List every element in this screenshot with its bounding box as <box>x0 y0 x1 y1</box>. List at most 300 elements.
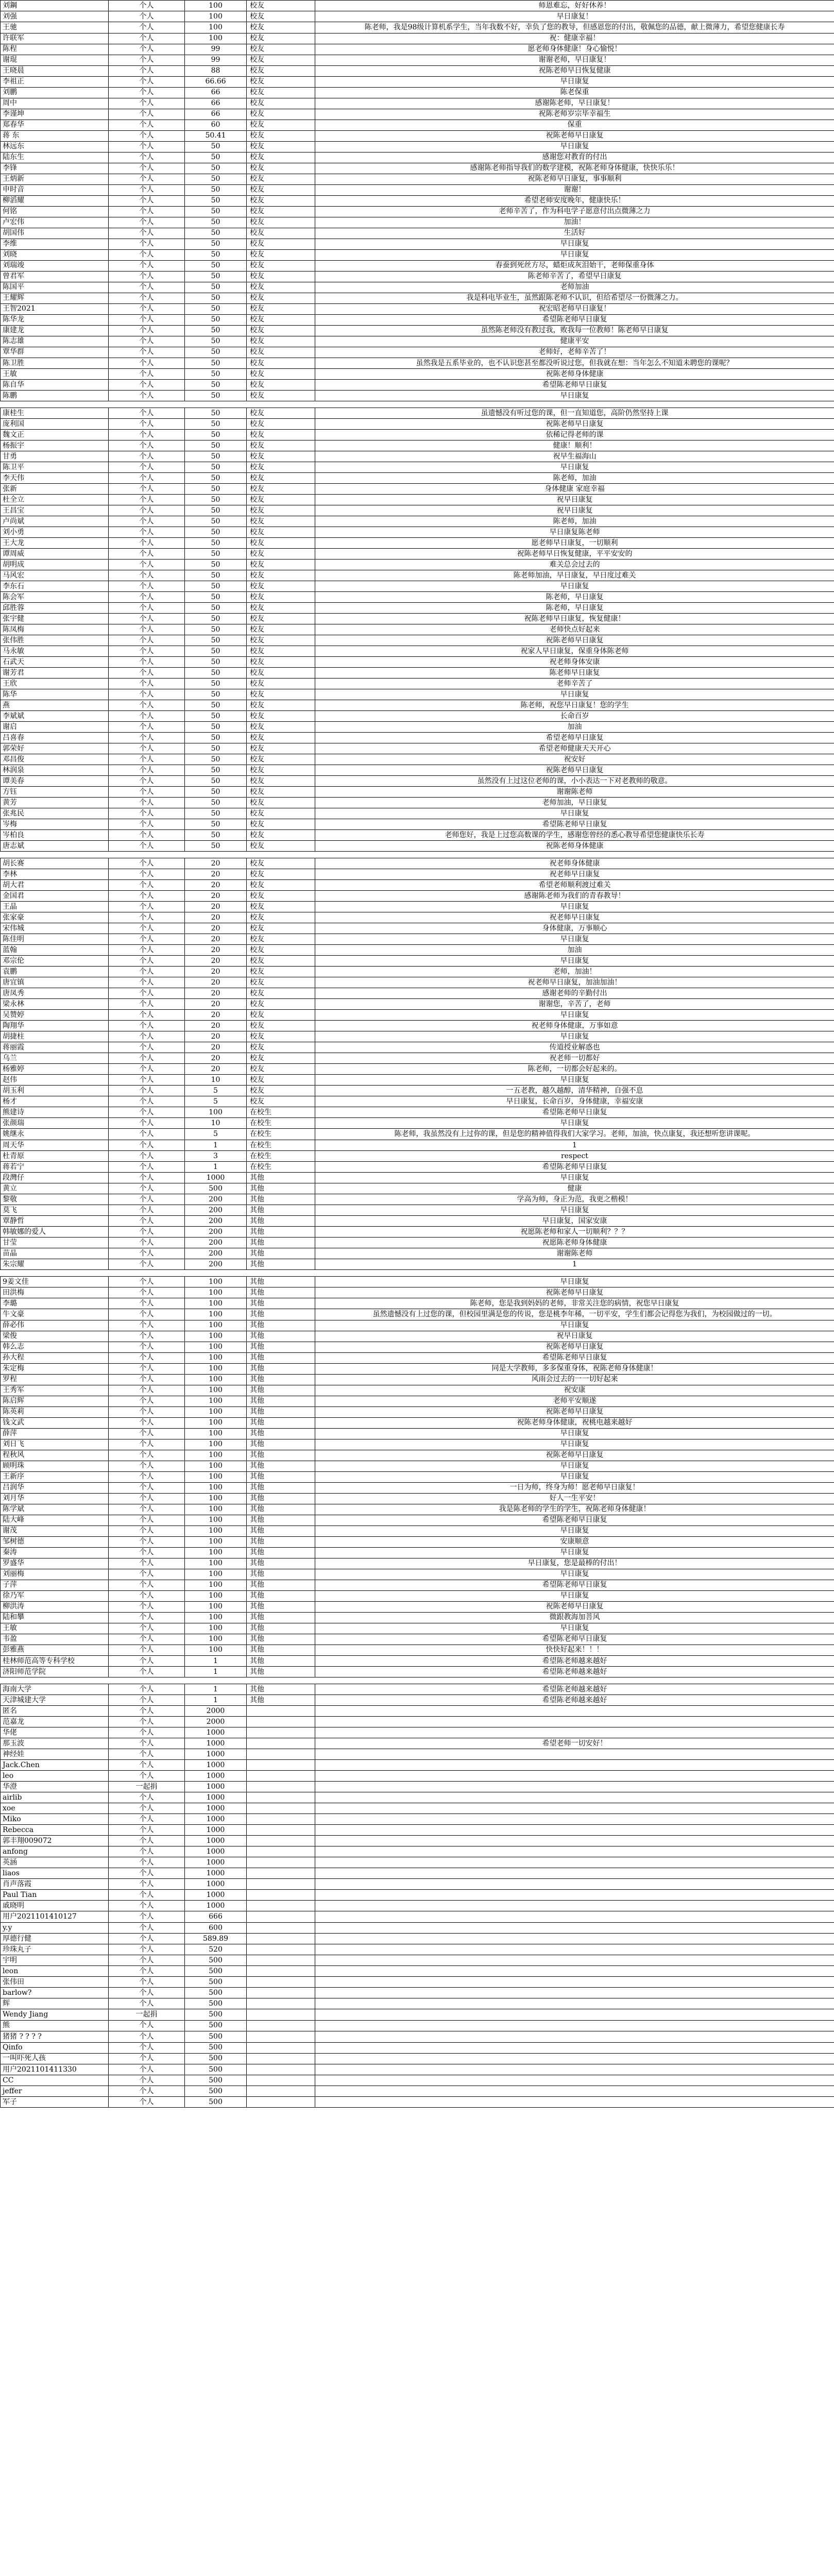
donor-name-cell: Wendy Jiang <box>1 2009 109 2021</box>
table-row <box>1 163 834 174</box>
donor-name-cell: 李祖正 <box>1 76 109 87</box>
category-cell: 校友 <box>247 646 315 657</box>
message-cell <box>315 1857 834 1868</box>
table-row <box>1 1428 834 1439</box>
message-cell <box>315 2086 834 2097</box>
donor-name-cell: 金国君 <box>1 891 109 902</box>
donor-type-cell: 个人 <box>109 22 185 33</box>
category-cell: 其他 <box>247 1417 315 1428</box>
message-cell: 祝：健康幸福！ <box>315 33 834 44</box>
donor-name-cell: barlow? <box>1 1988 109 1998</box>
message-cell: 陈老师，祝您早日康复！您的学生 <box>315 700 834 711</box>
category-cell: 校友 <box>247 858 315 869</box>
donor-type-cell: 个人 <box>109 1558 185 1569</box>
table-row <box>1 711 834 722</box>
ledger-section <box>0 1684 834 2108</box>
category-cell: 其他 <box>247 1634 315 1645</box>
amount-cell: 50 <box>185 271 247 282</box>
amount-cell: 20 <box>185 1031 247 1042</box>
amount-cell: 500 <box>185 2053 247 2064</box>
message-cell <box>315 1934 834 1944</box>
table-row <box>1 1227 834 1238</box>
donor-name-cell: 覃静哲 <box>1 1216 109 1227</box>
donor-name-cell: 辉 <box>1 1998 109 2009</box>
category-cell: 校友 <box>247 581 315 592</box>
table-row <box>1 2053 834 2064</box>
amount-cell: 50 <box>185 141 247 152</box>
donor-name-cell: 厚德行健 <box>1 1934 109 1944</box>
category-cell: 校友 <box>247 988 315 999</box>
donor-name-cell: 林远东 <box>1 141 109 152</box>
donor-name-cell: 郑春华 <box>1 120 109 130</box>
donor-name-cell: 陈卫胜 <box>1 358 109 369</box>
donor-type-cell: 个人 <box>109 1988 185 1998</box>
table-row <box>1 1825 834 1836</box>
message-cell: 快快好起来！！！ <box>315 1645 834 1655</box>
amount-cell: 50 <box>185 603 247 614</box>
donor-name-cell: 陈佳明 <box>1 934 109 945</box>
donor-type-cell: 个人 <box>109 2086 185 2097</box>
message-cell: 希望陈老师越来越好 <box>315 1695 834 1706</box>
donor-type-cell: 个人 <box>109 808 185 819</box>
table-row <box>1 1194 834 1205</box>
amount-cell: 50 <box>185 495 247 505</box>
donor-type-cell: 个人 <box>109 87 185 98</box>
donor-name-cell: 刘丽梅 <box>1 1569 109 1580</box>
category-cell: 其他 <box>247 1277 315 1287</box>
message-cell: 早日康复 <box>315 1471 834 1482</box>
table-row <box>1 1406 834 1417</box>
amount-cell: 500 <box>185 1998 247 2009</box>
table-row <box>1 473 834 484</box>
amount-cell: 2000 <box>185 1706 247 1717</box>
donor-name-cell: 张颜瑞 <box>1 1118 109 1129</box>
amount-cell: 500 <box>185 1966 247 1977</box>
category-cell: 校友 <box>247 109 315 120</box>
donor-type-cell: 个人 <box>109 1846 185 1857</box>
donor-name-cell: 陈启辉 <box>1 1396 109 1406</box>
category-cell <box>247 1977 315 1988</box>
donor-type-cell: 个人 <box>109 1385 185 1396</box>
category-cell: 校友 <box>247 55 315 65</box>
donor-type-cell: 个人 <box>109 282 185 293</box>
amount-cell: 50 <box>185 711 247 722</box>
category-cell: 其他 <box>247 1536 315 1547</box>
amount-cell: 100 <box>185 1107 247 1118</box>
category-cell: 校友 <box>247 722 315 733</box>
table-row <box>1 408 834 419</box>
amount-cell: 10 <box>185 1075 247 1086</box>
donor-type-cell: 个人 <box>109 1173 185 1183</box>
amount-cell: 500 <box>185 1183 247 1194</box>
category-cell: 校友 <box>247 679 315 689</box>
table-row <box>1 484 834 495</box>
message-cell: 早日康复 <box>315 1277 834 1287</box>
category-cell: 其他 <box>247 1352 315 1363</box>
category-cell: 校友 <box>247 538 315 549</box>
message-cell <box>315 1868 834 1879</box>
amount-cell: 50 <box>185 527 247 538</box>
amount-cell: 50 <box>185 798 247 808</box>
donor-type-cell: 个人 <box>109 902 185 912</box>
table-row <box>1 1890 834 1901</box>
message-cell: respect <box>315 1151 834 1162</box>
donor-type-cell: 个人 <box>109 98 185 109</box>
table-row <box>1 1320 834 1331</box>
donor-type-cell: 个人 <box>109 2042 185 2053</box>
message-cell: 祝陈老师早日恢复健康，平平安安的 <box>315 549 834 560</box>
amount-cell: 2000 <box>185 1717 247 1727</box>
donor-type-cell: 个人 <box>109 700 185 711</box>
donor-type-cell: 个人 <box>109 325 185 336</box>
message-cell: 虽然没有上过这位老师的课，小小表达一下对老教师的敬意。 <box>315 776 834 787</box>
donor-type-cell: 个人 <box>109 527 185 538</box>
donor-type-cell: 个人 <box>109 1493 185 1504</box>
category-cell <box>247 1771 315 1782</box>
donor-type-cell: 个人 <box>109 1890 185 1901</box>
donor-type-cell: 个人 <box>109 880 185 891</box>
message-cell: 谢谢陈老师 <box>315 1248 834 1259</box>
message-cell: 祝陈老师早日康复 <box>315 1450 834 1461</box>
table-row <box>1 249 834 260</box>
donor-name-cell: 梁俊 <box>1 1331 109 1342</box>
donor-type-cell: 个人 <box>109 1868 185 1879</box>
message-cell: 谢谢！ <box>315 184 834 195</box>
amount-cell: 500 <box>185 2031 247 2042</box>
donor-name-cell: 王敏 <box>1 1623 109 1634</box>
message-cell <box>315 1846 834 1857</box>
category-cell: 其他 <box>247 1331 315 1342</box>
message-cell: 祝陈老师早日康复 <box>315 419 834 430</box>
category-cell: 校友 <box>247 484 315 495</box>
message-cell: 微跟教海加菩风 <box>315 1612 834 1623</box>
category-cell: 校友 <box>247 999 315 1010</box>
donor-type-cell: 个人 <box>109 1151 185 1162</box>
category-cell: 校友 <box>247 1031 315 1042</box>
donor-name-cell: 顾明珠 <box>1 1461 109 1471</box>
table-row <box>1 1342 834 1352</box>
donor-type-cell: 个人 <box>109 646 185 657</box>
amount-cell: 200 <box>185 1194 247 1205</box>
donor-type-cell: 个人 <box>109 2064 185 2075</box>
table-row <box>1 902 834 912</box>
table-row <box>1 195 834 206</box>
amount-cell: 5 <box>185 1096 247 1107</box>
donor-type-cell: 个人 <box>109 891 185 902</box>
donor-name-cell: 蒋丽霞 <box>1 1042 109 1053</box>
donor-name-cell: 宇明 <box>1 1955 109 1966</box>
message-cell: 老师，加油！ <box>315 967 834 977</box>
table-row <box>1 1623 834 1634</box>
table-row <box>1 754 834 765</box>
category-cell: 其他 <box>247 1406 315 1417</box>
table-row <box>1 1298 834 1309</box>
table-row <box>1 1107 834 1118</box>
donation-table <box>0 1684 834 2108</box>
message-cell: 希望陈老师越来越好 <box>315 1667 834 1677</box>
category-cell: 校友 <box>247 282 315 293</box>
amount-cell: 1 <box>185 1684 247 1695</box>
amount-cell: 100 <box>185 1504 247 1515</box>
message-cell: 早日康复 <box>315 1173 834 1183</box>
table-row <box>1 1352 834 1363</box>
category-cell: 校友 <box>247 733 315 743</box>
amount-cell: 1000 <box>185 1173 247 1183</box>
message-cell: 祝早日康复 <box>315 505 834 516</box>
table-row <box>1 22 834 33</box>
donor-name-cell: 谢芳君 <box>1 668 109 679</box>
table-row <box>1 260 834 271</box>
amount-cell: 1000 <box>185 1792 247 1803</box>
amount-cell: 50 <box>185 152 247 163</box>
donor-name-cell: 陆大峰 <box>1 1515 109 1526</box>
table-row <box>1 1173 834 1183</box>
donor-type-cell: 个人 <box>109 65 185 76</box>
category-cell: 其他 <box>247 1623 315 1634</box>
category-cell: 校友 <box>247 271 315 282</box>
message-cell: 陈老师辛苦了，希望早日康复 <box>315 271 834 282</box>
donor-name-cell: 韩么志 <box>1 1342 109 1352</box>
donor-type-cell: 个人 <box>109 1706 185 1717</box>
table-row <box>1 347 834 358</box>
amount-cell: 60 <box>185 120 247 130</box>
amount-cell: 50 <box>185 430 247 440</box>
donor-name-cell: 赵伟 <box>1 1075 109 1086</box>
amount-cell: 100 <box>185 1287 247 1298</box>
donor-type-cell: 个人 <box>109 217 185 228</box>
donor-type-cell: 个人 <box>109 380 185 391</box>
table-row <box>1 1471 834 1482</box>
message-cell: 谢谢老师，早日康复！ <box>315 55 834 65</box>
category-cell: 校友 <box>247 592 315 603</box>
message-cell: 早日康复 <box>315 1623 834 1634</box>
donor-name-cell: 军子 <box>1 2097 109 2108</box>
message-cell: 同是大学教师，多多保重身体，祝陈老师身体健康！ <box>315 1363 834 1374</box>
table-row <box>1 1655 834 1667</box>
category-cell: 校友 <box>247 152 315 163</box>
table-row <box>1 1803 834 1814</box>
amount-cell: 100 <box>185 1601 247 1612</box>
donor-type-cell: 个人 <box>109 1031 185 1042</box>
message-cell: 祝陈老师身体健康，祝桃电越来越好 <box>315 1417 834 1428</box>
donor-name-cell: 王晓晨 <box>1 65 109 76</box>
donor-type-cell: 个人 <box>109 1634 185 1645</box>
table-row <box>1 956 834 967</box>
category-cell: 其他 <box>247 1526 315 1536</box>
message-cell: 1 <box>315 1140 834 1151</box>
category-cell <box>247 1901 315 1911</box>
table-row <box>1 1461 834 1471</box>
donor-name-cell: 王昌宝 <box>1 505 109 516</box>
table-row <box>1 1096 834 1107</box>
message-cell: 老师加油，早日康复 <box>315 798 834 808</box>
donor-name-cell: 郭荣好 <box>1 743 109 754</box>
amount-cell: 50 <box>185 549 247 560</box>
amount-cell: 100 <box>185 1417 247 1428</box>
donor-name-cell: 卢尚斌 <box>1 516 109 527</box>
message-cell: 谢谢陈老师 <box>315 787 834 798</box>
donor-type-cell: 个人 <box>109 1471 185 1482</box>
category-cell: 在校生 <box>247 1118 315 1129</box>
amount-cell: 50 <box>185 570 247 581</box>
message-cell: 陈老师，早日康复 <box>315 592 834 603</box>
message-cell: 早日康复，国家安康 <box>315 1216 834 1227</box>
table-row <box>1 1558 834 1569</box>
category-cell: 校友 <box>247 347 315 358</box>
table-row <box>1 184 834 195</box>
donor-name-cell: 用户2021101410127 <box>1 1911 109 1923</box>
donor-name-cell: 一叫吓死人孩 <box>1 2053 109 2064</box>
amount-cell: 100 <box>185 1645 247 1655</box>
amount-cell: 50 <box>185 195 247 206</box>
category-cell <box>247 1825 315 1836</box>
message-cell: 谢谢您，辛苦了，老师 <box>315 999 834 1010</box>
message-cell: 安康顺意 <box>315 1536 834 1547</box>
donor-name-cell: 陈华龙 <box>1 314 109 325</box>
category-cell: 在校生 <box>247 1140 315 1151</box>
message-cell: 祝愿陈老师和家人一切顺利？？？ <box>315 1227 834 1238</box>
ledger-section <box>0 408 834 852</box>
amount-cell: 100 <box>185 1309 247 1320</box>
table-row <box>1 1901 834 1911</box>
amount-cell: 20 <box>185 999 247 1010</box>
amount-cell: 50 <box>185 754 247 765</box>
table-row <box>1 11 834 22</box>
table-row <box>1 967 834 977</box>
donor-name-cell: 牛文豪 <box>1 1309 109 1320</box>
table-row <box>1 1717 834 1727</box>
donor-name-cell: 陈会军 <box>1 592 109 603</box>
table-row <box>1 1601 834 1612</box>
donor-name-cell: 熊 <box>1 2020 109 2031</box>
donor-name-cell: 华佬 <box>1 1727 109 1738</box>
donor-type-cell: 个人 <box>109 1363 185 1374</box>
donor-name-cell: y.y <box>1 1923 109 1934</box>
donor-name-cell: Paul Tian <box>1 1890 109 1901</box>
message-cell: 祝宏昭老师早日康复！ <box>315 303 834 314</box>
table-row <box>1 65 834 76</box>
message-cell: 早日康复 <box>315 249 834 260</box>
category-cell: 校友 <box>247 700 315 711</box>
amount-cell: 88 <box>185 65 247 76</box>
donor-name-cell: airlib <box>1 1792 109 1803</box>
donor-type-cell: 个人 <box>109 293 185 303</box>
amount-cell: 200 <box>185 1216 247 1227</box>
amount-cell: 20 <box>185 1064 247 1075</box>
donor-type-cell: 个人 <box>109 11 185 22</box>
table-row <box>1 358 834 369</box>
amount-cell: 5 <box>185 1129 247 1140</box>
amount-cell: 500 <box>185 2064 247 2075</box>
message-cell <box>315 1727 834 1738</box>
donor-name-cell: 桂林师范高等专科学校 <box>1 1655 109 1667</box>
donor-type-cell: 个人 <box>109 1450 185 1461</box>
donor-name-cell: 罗程 <box>1 1374 109 1385</box>
amount-cell: 50 <box>185 206 247 217</box>
donor-name-cell: 彭雅燕 <box>1 1645 109 1655</box>
amount-cell: 1000 <box>185 1738 247 1749</box>
table-row <box>1 1417 834 1428</box>
amount-cell: 200 <box>185 1259 247 1270</box>
donor-name-cell: 邱胜蓉 <box>1 603 109 614</box>
donor-name-cell: 何铭 <box>1 206 109 217</box>
donor-name-cell: 济阳师范学院 <box>1 1667 109 1677</box>
table-row <box>1 657 834 668</box>
category-cell <box>247 1814 315 1825</box>
donor-name-cell: jeffer <box>1 2086 109 2097</box>
donor-type-cell: 个人 <box>109 1227 185 1238</box>
category-cell: 校友 <box>247 902 315 912</box>
donor-name-cell: 张伟田 <box>1 1977 109 1988</box>
donor-type-cell: 个人 <box>109 1803 185 1814</box>
message-cell: 陈老师，我虽然没有上过你的课，但是您的精神值得我们大家学习。老师，加油，快点康复，我还想听您讲课呢。 <box>315 1129 834 1140</box>
amount-cell: 66.66 <box>185 76 247 87</box>
table-row <box>1 923 834 934</box>
table-row <box>1 1955 834 1966</box>
category-cell <box>247 1782 315 1792</box>
donor-type-cell: 个人 <box>109 206 185 217</box>
table-row <box>1 152 834 163</box>
message-cell: 早日康复，长命百岁，身体健康，幸福安康 <box>315 1096 834 1107</box>
amount-cell: 50 <box>185 733 247 743</box>
amount-cell: 589.89 <box>185 1934 247 1944</box>
category-cell: 校友 <box>247 934 315 945</box>
donor-name-cell: 宋伟城 <box>1 923 109 934</box>
amount-cell: 100 <box>185 1352 247 1363</box>
table-row <box>1 1934 834 1944</box>
category-cell: 校友 <box>247 1 315 11</box>
category-cell <box>247 1966 315 1977</box>
category-cell: 校友 <box>247 336 315 347</box>
message-cell: 感谢老师的辛勤付出 <box>315 988 834 999</box>
category-cell: 校友 <box>247 184 315 195</box>
table-row <box>1 120 834 130</box>
amount-cell: 500 <box>185 2020 247 2031</box>
category-cell: 校友 <box>247 195 315 206</box>
category-cell: 其他 <box>247 1248 315 1259</box>
category-cell: 其他 <box>247 1450 315 1461</box>
table-row <box>1 1590 834 1601</box>
amount-cell: 100 <box>185 1623 247 1634</box>
donor-name-cell: 李维 <box>1 239 109 249</box>
category-cell: 其他 <box>247 1428 315 1439</box>
donor-type-cell: 个人 <box>109 1075 185 1086</box>
table-row <box>1 495 834 505</box>
message-cell <box>315 1955 834 1966</box>
message-cell: 老师加油 <box>315 282 834 293</box>
message-cell: 依稀记得老师的课 <box>315 430 834 440</box>
donor-name-cell: anfong <box>1 1846 109 1857</box>
donor-type-cell: 个人 <box>109 1 185 11</box>
table-row <box>1 1396 834 1406</box>
table-row <box>1 1064 834 1075</box>
message-cell <box>315 1923 834 1934</box>
donor-name-cell: 韦盈 <box>1 1634 109 1645</box>
category-cell: 校友 <box>247 325 315 336</box>
message-cell <box>315 1977 834 1988</box>
amount-cell: 50 <box>185 369 247 380</box>
message-cell: 学高为师，身正为范，我更之楷模！ <box>315 1194 834 1205</box>
donor-type-cell: 一起捐 <box>109 1782 185 1792</box>
donor-name-cell: 胡国伟 <box>1 228 109 239</box>
message-cell: 感谢陈老师为我们的青春教导！ <box>315 891 834 902</box>
donor-type-cell: 个人 <box>109 1944 185 1955</box>
donor-name-cell: 王智2021 <box>1 303 109 314</box>
donor-type-cell: 个人 <box>109 249 185 260</box>
donor-name-cell: 9姜文佳 <box>1 1277 109 1287</box>
message-cell <box>315 1717 834 1727</box>
donor-type-cell: 个人 <box>109 228 185 239</box>
